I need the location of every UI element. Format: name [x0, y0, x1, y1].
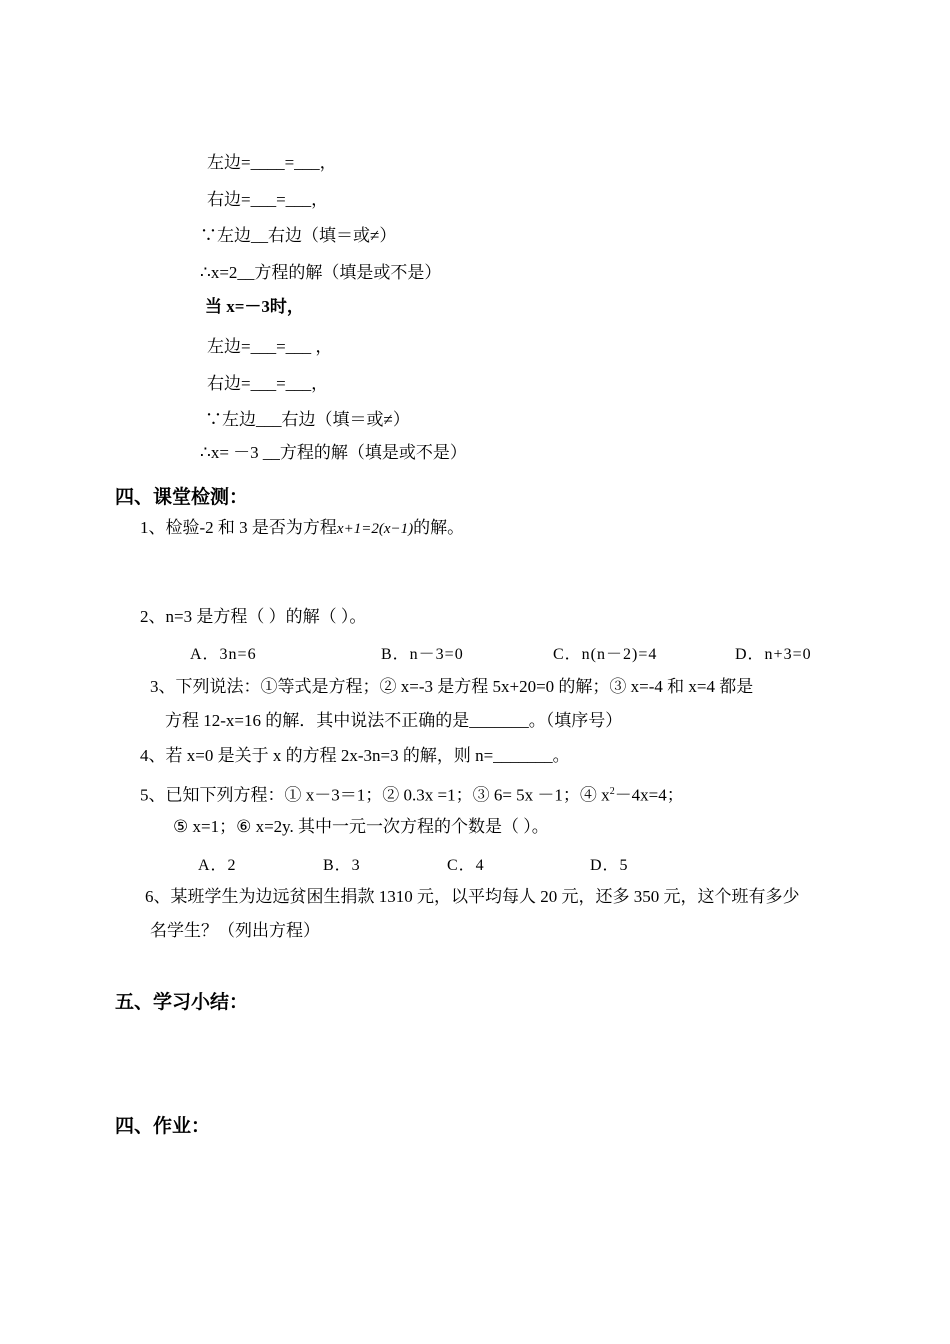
- question-3-line-2: 方程 12-x=16 的解．其中说法不正确的是_______。（填序号）: [165, 711, 623, 730]
- q5-option-c: C．4: [447, 857, 485, 874]
- xneg3-conclusion-line: ∴x= －3 __方程的解（填是或不是）: [200, 443, 467, 462]
- question-5-line-2: ⑤ x=1；⑥ x=2y. 其中一元一次方程的个数是（ ）。: [173, 817, 549, 836]
- x2-compare-line: ∵左边__右边（填＝或≠）: [200, 226, 397, 245]
- q1-prefix: 1、检验-2 和 3 是否为方程: [140, 518, 337, 537]
- q2-option-c: C．n(n－2)=4: [553, 646, 658, 663]
- q2-option-a: A．3n=6: [190, 646, 257, 663]
- x2-left-line: 左边=____=___，: [207, 153, 337, 172]
- xneg3-right-line: 右边=___=___，: [207, 374, 329, 393]
- section5-title: 五、学习小结：: [115, 991, 249, 1013]
- homework-title: 四、作业：: [115, 1115, 211, 1137]
- q5-line1-b: －4x=4；: [614, 785, 684, 805]
- q1-suffix: 的解。: [413, 518, 465, 537]
- question-3-line-1: 3、下列说法：①等式是方程；② x=-3 是方程 5x+20=0 的解；③ x=-4 和 x=4 都是: [150, 677, 754, 696]
- question-2: 2、n=3 是方程（ ）的解（ ）。: [140, 607, 367, 626]
- q5-option-d: D．5: [590, 857, 629, 874]
- q5-superscript: 2: [609, 786, 615, 797]
- q2-option-d: D．n+3=0: [735, 646, 812, 663]
- question-4: 4、若 x=0 是关于 x 的方程 2x-3n=3 的解，则 n=_______。: [140, 746, 570, 765]
- q1-equation: x+1=2(x−1): [336, 521, 414, 537]
- question-6-line-2: 名学生？（列出方程）: [150, 921, 320, 940]
- xneg3-heading: 当 x=－3时，: [205, 297, 304, 316]
- q5-option-a: A．2: [198, 857, 237, 874]
- question-6-line-1: 6、某班学生为边远贫困生捐款 1310 元，以平均每人 20 元，还多 350 元，这个班有多少: [145, 887, 800, 906]
- question-5-line-1: [140, 781, 684, 807]
- q5-line1-a: 5、已知下列方程：① x－3＝1；② 0.3x =1；③ 6= 5x －1；④ x: [140, 785, 610, 805]
- section4-title: 四、课堂检测：: [115, 486, 249, 508]
- xneg3-left-line: 左边=___=___ ，: [207, 337, 333, 356]
- q2-option-b: B．n－3=0: [381, 646, 464, 663]
- question-1: [140, 517, 464, 540]
- x2-conclusion-line: ∴x=2__方程的解（填是或不是）: [200, 263, 442, 282]
- q5-option-b: B．3: [323, 857, 361, 874]
- xneg3-compare-line: ∵左边___右边（填＝或≠）: [205, 410, 410, 429]
- x2-right-line: 右边=___=___，: [207, 190, 329, 209]
